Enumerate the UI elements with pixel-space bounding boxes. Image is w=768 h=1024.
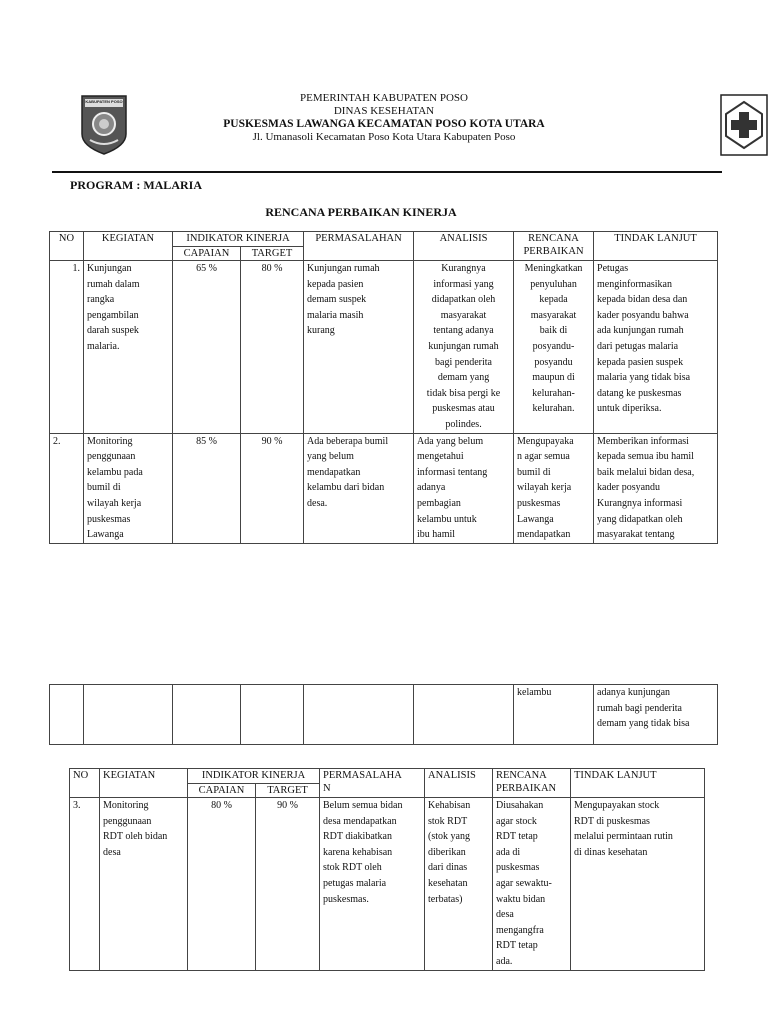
cell-line: informasi yang	[433, 278, 494, 290]
cell-line: malaria masih	[307, 309, 364, 321]
cell-line: bagi penderita	[435, 356, 492, 368]
cell-line: adanya	[417, 482, 446, 494]
cell-line: terbatas)	[428, 893, 463, 905]
cell-line: Petugas	[597, 263, 629, 274]
cell-line: yang belum	[307, 451, 354, 463]
cell-line: Meningkatkan	[524, 263, 583, 274]
row-capaian: 65 %	[173, 261, 241, 434]
cell-line: desa	[103, 846, 121, 858]
row-kegiatan	[84, 433, 173, 543]
cell-line: tidak bisa pergi ke	[426, 387, 501, 399]
cell-line: tentang adanya	[433, 325, 494, 337]
cell-line: kelambu untuk	[417, 513, 477, 525]
cont-capaian	[173, 685, 241, 745]
cell-line: wilayah kerja	[517, 482, 572, 494]
col-permasalahan-line2: N	[323, 783, 331, 794]
cell-line: malaria yang tidak bisa	[597, 372, 691, 384]
cell-line: stok RDT oleh	[323, 862, 382, 874]
cell-line: ibu hamil	[417, 529, 456, 541]
cell-line: melalui permintaan rutin	[574, 831, 673, 843]
col-tindak: TINDAK LANJUT	[571, 769, 705, 798]
row-permasalahan	[320, 798, 425, 971]
row-no: 1.	[50, 261, 84, 434]
header-divider	[52, 171, 722, 173]
col-target: TARGET	[241, 247, 304, 261]
cell-line: Kurangnya informasi	[597, 497, 683, 509]
row-analisis	[425, 798, 493, 971]
cell-line: agar stock	[496, 815, 537, 827]
row-capaian: 80 %	[188, 798, 256, 971]
cell-line: Ada yang belum	[417, 435, 484, 447]
cell-line: polindes.	[445, 418, 482, 430]
row-tindak	[594, 261, 718, 434]
cont-target	[241, 685, 304, 745]
cell-line: RDT tetap	[496, 831, 538, 843]
cell-line: masyarakat tentang	[597, 529, 675, 541]
cell-line: baik di	[539, 325, 568, 337]
header-puskesmas: PUSKESMAS LAWANGA KECAMATAN POSO KOTA UTARA	[223, 118, 545, 130]
cont-permasalahan	[304, 685, 414, 745]
row-target: 80 %	[241, 261, 304, 434]
cell-line: kelambu	[517, 687, 552, 698]
cell-line: kepada bidan desa dan	[597, 294, 688, 306]
cell-line: baik melalui bidan desa,	[597, 466, 695, 478]
cell-line: desa.	[307, 497, 328, 509]
cell-line: dari petugas malaria	[597, 340, 679, 352]
col-permasalahan: PERMASALAHAN	[304, 232, 414, 261]
col-analisis: ANALISIS	[414, 232, 514, 261]
col-rencana-line2: PERBAIKAN	[496, 783, 557, 794]
cont-no	[50, 685, 84, 745]
col-kegiatan: KEGIATAN	[100, 769, 188, 798]
col-target: TARGET	[256, 784, 320, 798]
cell-line: adanya kunjungan	[597, 687, 671, 698]
cell-line: mengetahui	[417, 451, 464, 463]
table-row	[70, 798, 705, 971]
header-government: PEMERINTAH KABUPATEN POSO	[299, 92, 468, 104]
cell-line: Lawanga	[517, 513, 554, 525]
col-rencana-line1: RENCANA	[528, 233, 579, 244]
cell-line: diberikan	[428, 846, 466, 858]
cell-line: kader posyandu	[597, 482, 661, 494]
col-analisis: ANALISIS	[425, 769, 493, 798]
cell-line: (stok yang	[428, 831, 470, 843]
document-title: RENCANA PERBAIKAN KINERJA	[265, 205, 457, 219]
cell-line: Lawanga	[87, 529, 124, 541]
cell-line: maupun di	[532, 372, 575, 384]
cell-line: kepada semua ibu hamil	[597, 451, 694, 463]
cell-line: malaria.	[87, 340, 120, 352]
cell-line: demam yang tidak bisa	[597, 718, 690, 730]
row-rencana	[514, 433, 594, 543]
cell-line: kepada	[539, 294, 568, 306]
cell-line: puskesmas	[517, 497, 561, 509]
col-indikator: INDIKATOR KINERJA	[188, 769, 320, 784]
cell-line: Monitoring	[87, 435, 133, 447]
cell-line: pembagian	[417, 497, 461, 509]
cell-line: waktu bidan	[496, 893, 546, 905]
cell-line: rumah bagi penderita	[597, 702, 682, 714]
cell-line: bumil di	[517, 466, 551, 478]
cont-rencana	[514, 685, 594, 745]
col-indikator: INDIKATOR KINERJA	[173, 232, 304, 247]
cell-line: kader posyandu bahwa	[597, 309, 689, 321]
row-tindak	[594, 433, 718, 543]
cell-line: Memberikan informasi	[597, 435, 689, 447]
plan-table-continuation	[49, 684, 718, 745]
cell-line: puskesmas	[496, 862, 540, 874]
cell-line: mendapatkan	[307, 466, 361, 478]
cell-line: kepada pasien	[307, 278, 364, 290]
cell-line: yang didapatkan oleh	[597, 513, 683, 525]
row-capaian: 85 %	[173, 433, 241, 543]
cell-line: untuk diperiksa.	[597, 403, 662, 415]
row-tindak	[571, 798, 705, 971]
cell-line: Diusahakan	[496, 800, 544, 811]
cell-line: posyandu-	[532, 340, 575, 352]
row-rencana	[514, 261, 594, 434]
cell-line: stok RDT	[428, 815, 468, 827]
cont-analisis	[414, 685, 514, 745]
row-target: 90 %	[256, 798, 320, 971]
cell-line: informasi tentang	[417, 466, 488, 478]
cell-line: kelambu pada	[87, 466, 143, 478]
cell-line: didapatkan oleh	[431, 294, 496, 306]
cell-line: penyuluhan	[530, 278, 577, 290]
table-row	[50, 685, 718, 745]
col-rencana-line1: RENCANA	[496, 770, 547, 781]
cell-line: Monitoring	[103, 800, 149, 811]
cell-line: Kehabisan	[428, 800, 471, 811]
cell-line: Ada beberapa bumil	[307, 435, 389, 447]
program-label: PROGRAM : MALARIA	[70, 178, 202, 192]
row-no: 2.	[50, 433, 84, 543]
row-target: 90 %	[241, 433, 304, 543]
cell-line: menginformasikan	[597, 278, 672, 290]
cell-line: masyarakat	[530, 309, 577, 321]
cell-line: wilayah kerja	[87, 497, 142, 509]
col-rencana	[493, 769, 571, 798]
cell-line: mengangfra	[496, 924, 544, 936]
cell-line: rangka	[87, 294, 115, 306]
row-kegiatan	[84, 261, 173, 434]
cell-line: Mengupayaka	[517, 435, 574, 447]
cell-line: n agar semua	[517, 451, 570, 463]
col-permasalahan-line1: PERMASALAHA	[323, 770, 402, 781]
cell-line: agar sewaktu-	[496, 877, 552, 889]
cell-line: Kurangnya	[441, 263, 486, 274]
row-permasalahan	[304, 261, 414, 434]
col-capaian: CAPAIAN	[188, 784, 256, 798]
cell-line: kepada pasien suspek	[597, 356, 684, 368]
cell-line: ada kunjungan rumah	[597, 325, 684, 337]
cell-line: RDT di puskesmas	[574, 815, 650, 827]
cell-line: kelurahan-	[532, 387, 575, 399]
cell-line: bumil di	[87, 482, 121, 494]
row-no: 3.	[70, 798, 100, 971]
cell-line: Kunjungan	[87, 263, 132, 274]
cell-line: ada.	[496, 955, 513, 967]
col-no: NO	[50, 232, 84, 261]
cell-line: pengambilan	[87, 309, 139, 321]
cell-line: penggunaan	[87, 451, 136, 463]
cell-line: puskesmas atau	[432, 403, 495, 415]
cont-tindak	[594, 685, 718, 745]
cell-line: puskesmas	[87, 513, 131, 525]
cell-line: di dinas kesehatan	[574, 846, 648, 858]
cell-line: posyandu	[534, 356, 573, 368]
plan-table-page2	[69, 768, 705, 971]
cell-line: darah suspek	[87, 325, 139, 337]
row-permasalahan	[304, 433, 414, 543]
cell-line: rumah dalam	[87, 278, 140, 290]
row-kegiatan	[100, 798, 188, 971]
col-tindak: TINDAK LANJUT	[594, 232, 718, 261]
cell-line: kurang	[307, 325, 335, 337]
cont-kegiatan	[84, 685, 173, 745]
plan-table-page1	[49, 231, 718, 544]
cell-line: RDT oleh bidan	[103, 831, 168, 843]
col-capaian: CAPAIAN	[173, 247, 241, 261]
cell-line: Belum semua bidan	[323, 800, 403, 811]
cell-line: kelambu dari bidan	[307, 482, 385, 494]
cell-line: puskesmas.	[323, 893, 369, 905]
col-rencana	[514, 232, 594, 261]
cell-line: desa mendapatkan	[323, 815, 397, 827]
cell-line: desa	[496, 909, 514, 921]
cell-line: Kunjungan rumah	[307, 263, 380, 274]
cell-line: RDT diakibatkan	[323, 831, 392, 843]
col-kegiatan: KEGIATAN	[84, 232, 173, 261]
cell-line: dari dinas	[428, 862, 468, 874]
cell-line: petugas malaria	[323, 877, 387, 889]
emblem-caption: KABUPATEN POSO	[85, 99, 123, 104]
header-address: Jl. Umanasoli Kecamatan Poso Kota Utara Kabupaten Poso	[252, 131, 516, 143]
cell-line: ada di	[496, 846, 521, 858]
cell-line: karena kehabisan	[323, 846, 393, 858]
cell-line: kelurahan.	[532, 403, 575, 415]
cell-line: masyarakat	[440, 309, 487, 321]
col-permasalahan	[320, 769, 425, 798]
col-no: NO	[70, 769, 100, 798]
header-agency: DINAS KESEHATAN	[333, 105, 435, 117]
cell-line: mendapatkan	[517, 529, 571, 541]
cell-line: datang ke puskesmas	[597, 387, 682, 399]
cell-line: kunjungan rumah	[428, 340, 499, 352]
cell-line: demam yang	[437, 372, 490, 384]
row-analisis	[414, 433, 514, 543]
cell-line: demam suspek	[307, 294, 367, 306]
row-rencana	[493, 798, 571, 971]
cell-line: Mengupayakan stock	[574, 800, 660, 811]
cell-line: penggunaan	[103, 815, 152, 827]
cell-line: kesehatan	[428, 877, 468, 889]
cell-line: RDT tetap	[496, 940, 538, 952]
row-analisis	[414, 261, 514, 434]
table-row	[50, 433, 718, 543]
table-row	[50, 261, 718, 434]
col-rencana-line2: PERBAIKAN	[523, 246, 584, 257]
